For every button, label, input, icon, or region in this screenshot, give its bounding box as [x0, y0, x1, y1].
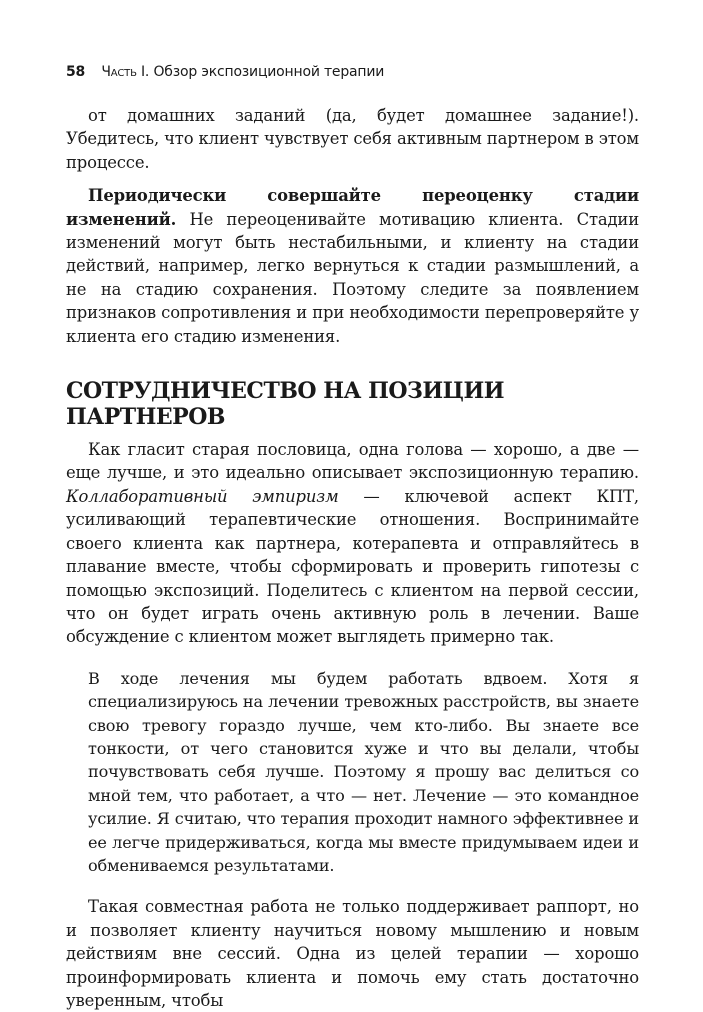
- section-heading: СОТРУДНИЧЕСТВО НА ПОЗИЦИИ ПАРТНЕРОВ: [66, 378, 505, 431]
- header-part-label: Часть I.: [101, 64, 150, 80]
- paragraph-body-rest: — ключевой аспект КПТ, усиливающий терапевтические отношения. Воспринимайте своего клиента как партнера, котерапевта и отправляйтесь в плавание вместе, чтобы сформировать и проверить гипотезы с помощью экспозиций. Поделитесь с клиентом на первой сессии, что он будет играть очень активную роль в лечении. Ваше обсуждение с клиентом может выглядеть примерно так.: [66, 486, 639, 647]
- paragraph-continued: от домашних заданий (да, будет домашнее задание!). Убедитесь, что клиент чувствует себя активным партнером в этом процессе.: [66, 106, 639, 172]
- paragraph-lead-in: Периодически совершайте переоценку стадии изменений.: [66, 186, 639, 229]
- page-number: 58: [66, 64, 86, 80]
- running-head: [66, 62, 384, 82]
- block-quote: В ходе лечения мы будем работать вдвоем. Хотя я специализируюсь на лечении тревожных расстройств, вы знаете свою тревогу гораздо лучше, чем кто-либо. Вы знаете все тонкости, от чего становится хуже и что вы делали, чтобы почувствовать себя лучше. Поэтому я прошу вас делиться со мной тем, что работает, а что — нет. Лечение — это командное усилие. Я считаю, что терапия проходит намного эффективнее и ее легче придерживаться, когда мы вместе придумываем идеи и обмениваемся результатами.: [88, 668, 639, 875]
- paragraph-reassess-stage: [66, 184, 639, 348]
- paragraph-body-start: Как гласит старая пословица, одна голова — хорошо, а две — еще лучше, и это идеально описывает экспозиционную терапию.: [66, 440, 639, 483]
- header-part-title: Обзор экспозиционной терапии: [153, 64, 385, 80]
- paragraph-body: Не переоценивайте мотивацию клиента. Стадии изменений могут быть нестабильными, и клиенту на стадии действий, например, легко вернуться к стадии размышлений, а не на стадию сохранения. Поэтому следите за появлением признаков сопротивления и при необходимости перепроверяйте у клиента его стадию изменения.: [66, 209, 639, 346]
- italic-term: Коллаборативный эмпиризм: [66, 486, 339, 506]
- page-body: [66, 104, 639, 1012]
- paragraph-collaboration: [66, 438, 639, 649]
- paragraph-joint-work: Такая совместная работа не только поддерживает раппорт, но и позволяет клиенту научиться новому мышлению и новым действиям вне сессий. Одна из целей терапии — хорошо проинформировать клиента и помочь ему стать достаточно уверенным, чтобы: [66, 897, 639, 1010]
